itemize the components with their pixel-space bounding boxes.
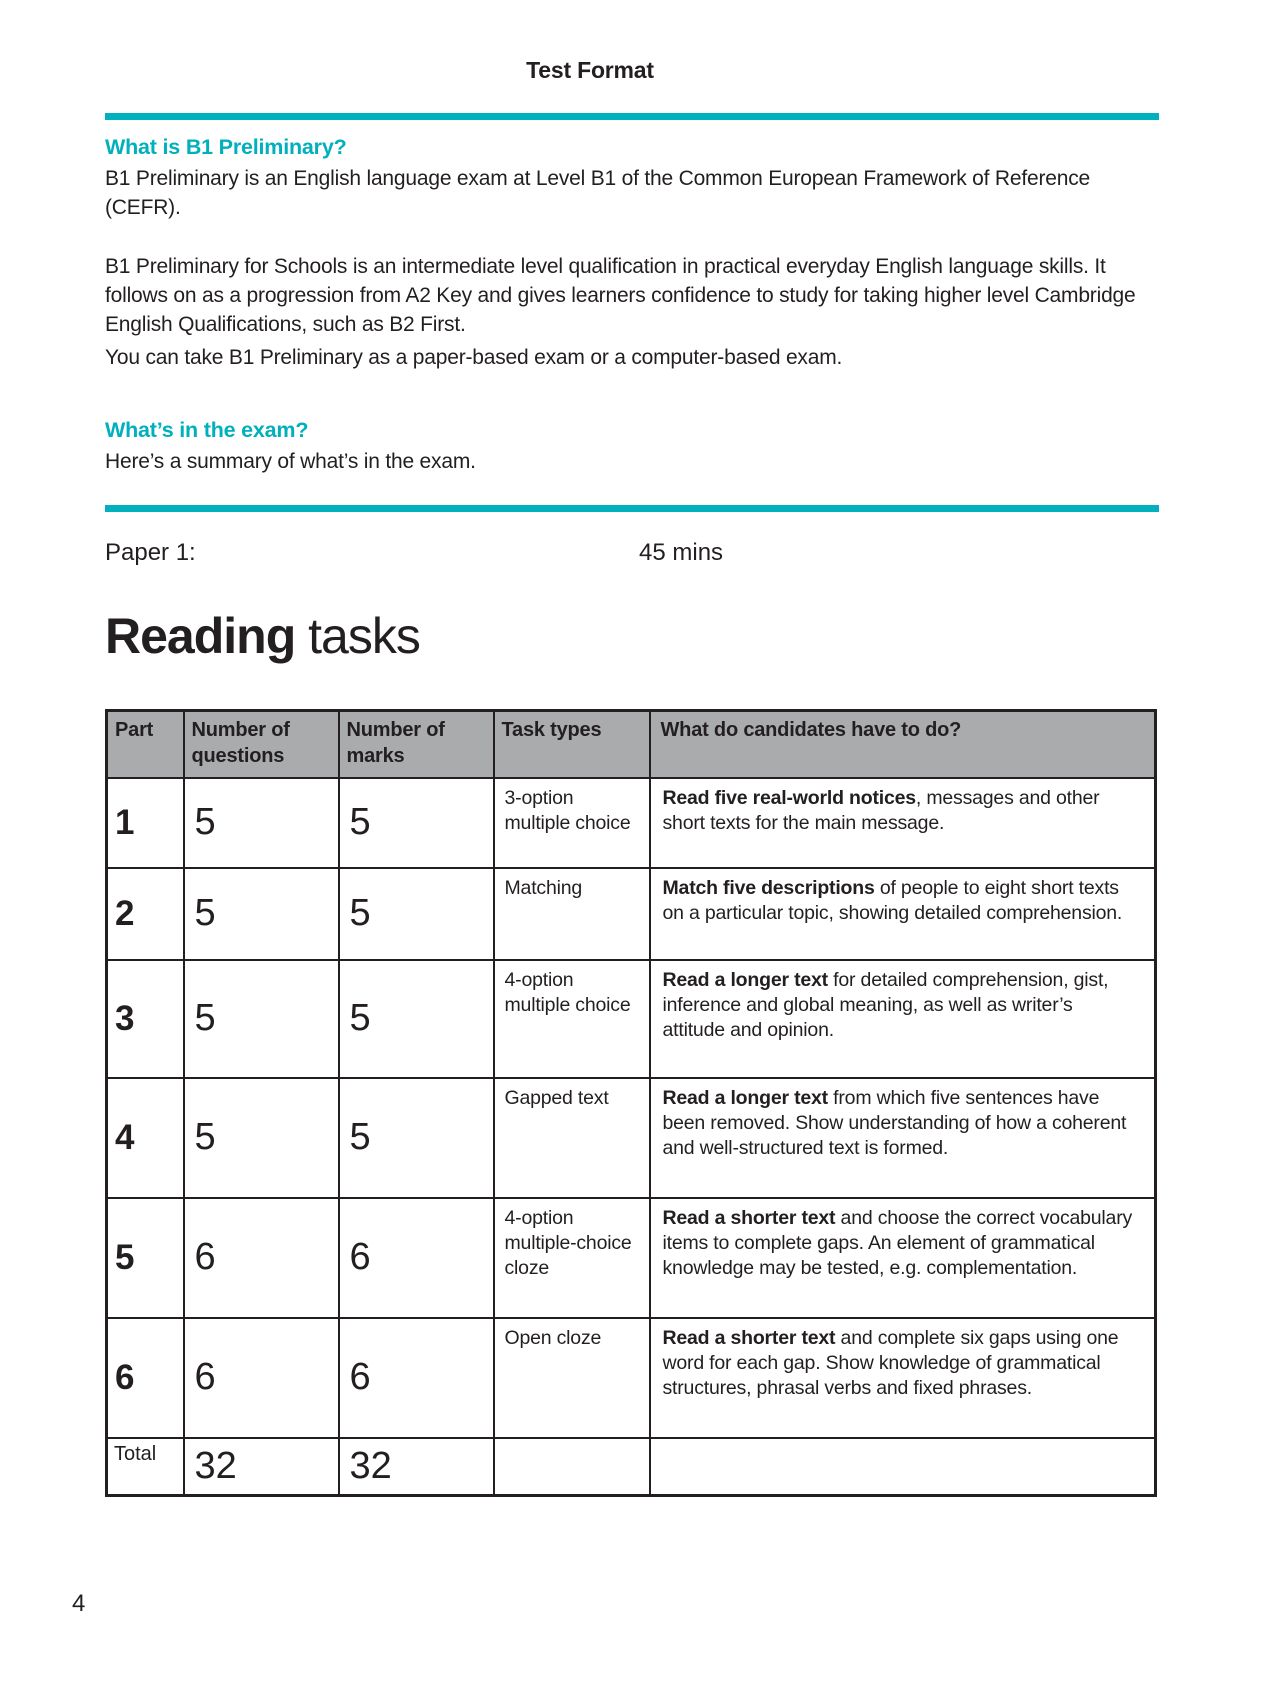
- description-lead: Read five real-world notices: [662, 786, 916, 809]
- questions-cell: 5: [184, 868, 339, 960]
- table-row: [107, 960, 1156, 1078]
- marks-cell: 5: [339, 960, 494, 1078]
- description-lead: Read a longer text: [662, 1086, 828, 1109]
- questions-cell: 6: [184, 1198, 339, 1318]
- questions-cell: 5: [184, 778, 339, 868]
- description-rest: for detailed comprehension, gist, inference and global meaning, as well as writer’s attitude and opinion.: [662, 968, 1109, 1041]
- reading-tasks-heading-bold: Reading: [105, 608, 296, 664]
- paragraph-summary: Here’s a summary of what’s in the exam.: [105, 450, 476, 473]
- middle-divider: [105, 505, 1159, 512]
- paragraph-what-is-1: B1 Preliminary is an English language exam at Level B1 of the Common European Framework of Reference (CEFR).: [105, 167, 1091, 219]
- task-type-cell: Gapped text: [494, 1078, 650, 1198]
- paper-duration: 45 mins: [639, 539, 724, 566]
- empty-cell: [494, 1438, 650, 1496]
- description-cell: [650, 868, 1156, 960]
- table-total-row: [107, 1438, 1156, 1496]
- reading-tasks-heading-light: tasks: [295, 608, 420, 664]
- description-cell: [650, 1198, 1156, 1318]
- reading-tasks-heading: [105, 607, 1159, 665]
- page-number: 4: [72, 1590, 86, 1617]
- col-header-marks: Number of marks: [339, 711, 494, 778]
- questions-cell: 5: [184, 960, 339, 1078]
- description-lead: Match five descriptions: [662, 876, 875, 899]
- part-cell: 4: [107, 1078, 184, 1198]
- description-cell: [650, 1078, 1156, 1198]
- section-heading-what-is: What is B1 Preliminary?: [105, 135, 347, 159]
- marks-cell: 5: [339, 778, 494, 868]
- description-lead: Read a longer text: [662, 968, 828, 991]
- col-header-what-to-do: What do candidates have to do?: [650, 711, 1156, 778]
- task-type-cell: 3-option multiple choice: [494, 778, 650, 868]
- marks-cell: 5: [339, 868, 494, 960]
- table-row: [107, 1198, 1156, 1318]
- total-questions-cell: 32: [184, 1438, 339, 1496]
- section-heading-whats-in-exam: What’s in the exam?: [105, 418, 309, 442]
- col-header-questions: Number of questions: [184, 711, 339, 778]
- col-header-task-types: Task types: [494, 711, 650, 778]
- description-cell: [650, 1318, 1156, 1438]
- task-type-cell: Open cloze: [494, 1318, 650, 1438]
- task-type-cell: Matching: [494, 868, 650, 960]
- description-rest: from which five sentences have been removed. Show understanding of how a coherent and well-structured text is formed.: [662, 1086, 1127, 1159]
- page-title: Test Format: [526, 57, 654, 83]
- description-rest: and complete six gaps using one word for each gap. Show knowledge of grammatical structures, phrasal verbs and fixed phrases.: [662, 1326, 1119, 1399]
- description-lead: Read a shorter text: [662, 1206, 836, 1229]
- task-type-cell: 4-option multiple-choice cloze: [494, 1198, 650, 1318]
- marks-cell: 6: [339, 1318, 494, 1438]
- part-cell: 2: [107, 868, 184, 960]
- spacer: [105, 372, 1159, 403]
- table-header-row: [107, 711, 1156, 778]
- paragraph-what-is-3: You can take B1 Preliminary as a paper-based exam or a computer-based exam.: [105, 346, 843, 369]
- top-divider: [105, 113, 1159, 120]
- table-row: [107, 1078, 1156, 1198]
- paper-info-row: [105, 539, 1159, 569]
- part-cell: 5: [107, 1198, 184, 1318]
- description-rest: , messages and other short texts for the main message.: [662, 786, 1100, 834]
- marks-cell: 5: [339, 1078, 494, 1198]
- total-label-cell: Total: [107, 1438, 184, 1496]
- marks-cell: 6: [339, 1198, 494, 1318]
- questions-cell: 6: [184, 1318, 339, 1438]
- table-row: [107, 1318, 1156, 1438]
- paragraph-what-is-2: B1 Preliminary for Schools is an intermediate level qualification in practical everyday English language skills. It follows on as a progression from A2 Key and gives learners confidence to study for taking higher level Cambridge English Qualifications, such as B2 First.: [105, 255, 1136, 336]
- spacer: [105, 222, 1159, 248]
- reading-tasks-table: [105, 709, 1157, 1497]
- description-rest: and choose the correct vocabulary items to complete gaps. An element of grammatical knowledge may be tested, e.g. complementation.: [662, 1206, 1133, 1279]
- part-cell: 3: [107, 960, 184, 1078]
- description-rest: of people to eight short texts on a particular topic, showing detailed comprehension.: [662, 876, 1123, 924]
- total-marks-cell: 32: [339, 1438, 494, 1496]
- empty-cell: [650, 1438, 1156, 1496]
- col-header-part: Part: [107, 711, 184, 778]
- description-cell: [650, 960, 1156, 1078]
- page-content: [105, 0, 1159, 1497]
- paper-label: Paper 1:: [105, 539, 196, 566]
- description-cell: [650, 778, 1156, 868]
- questions-cell: 5: [184, 1078, 339, 1198]
- part-cell: 6: [107, 1318, 184, 1438]
- description-lead: Read a shorter text: [662, 1326, 836, 1349]
- table-row: [107, 778, 1156, 868]
- task-type-cell: 4-option multiple choice: [494, 960, 650, 1078]
- part-cell: 1: [107, 778, 184, 868]
- table-row: [107, 868, 1156, 960]
